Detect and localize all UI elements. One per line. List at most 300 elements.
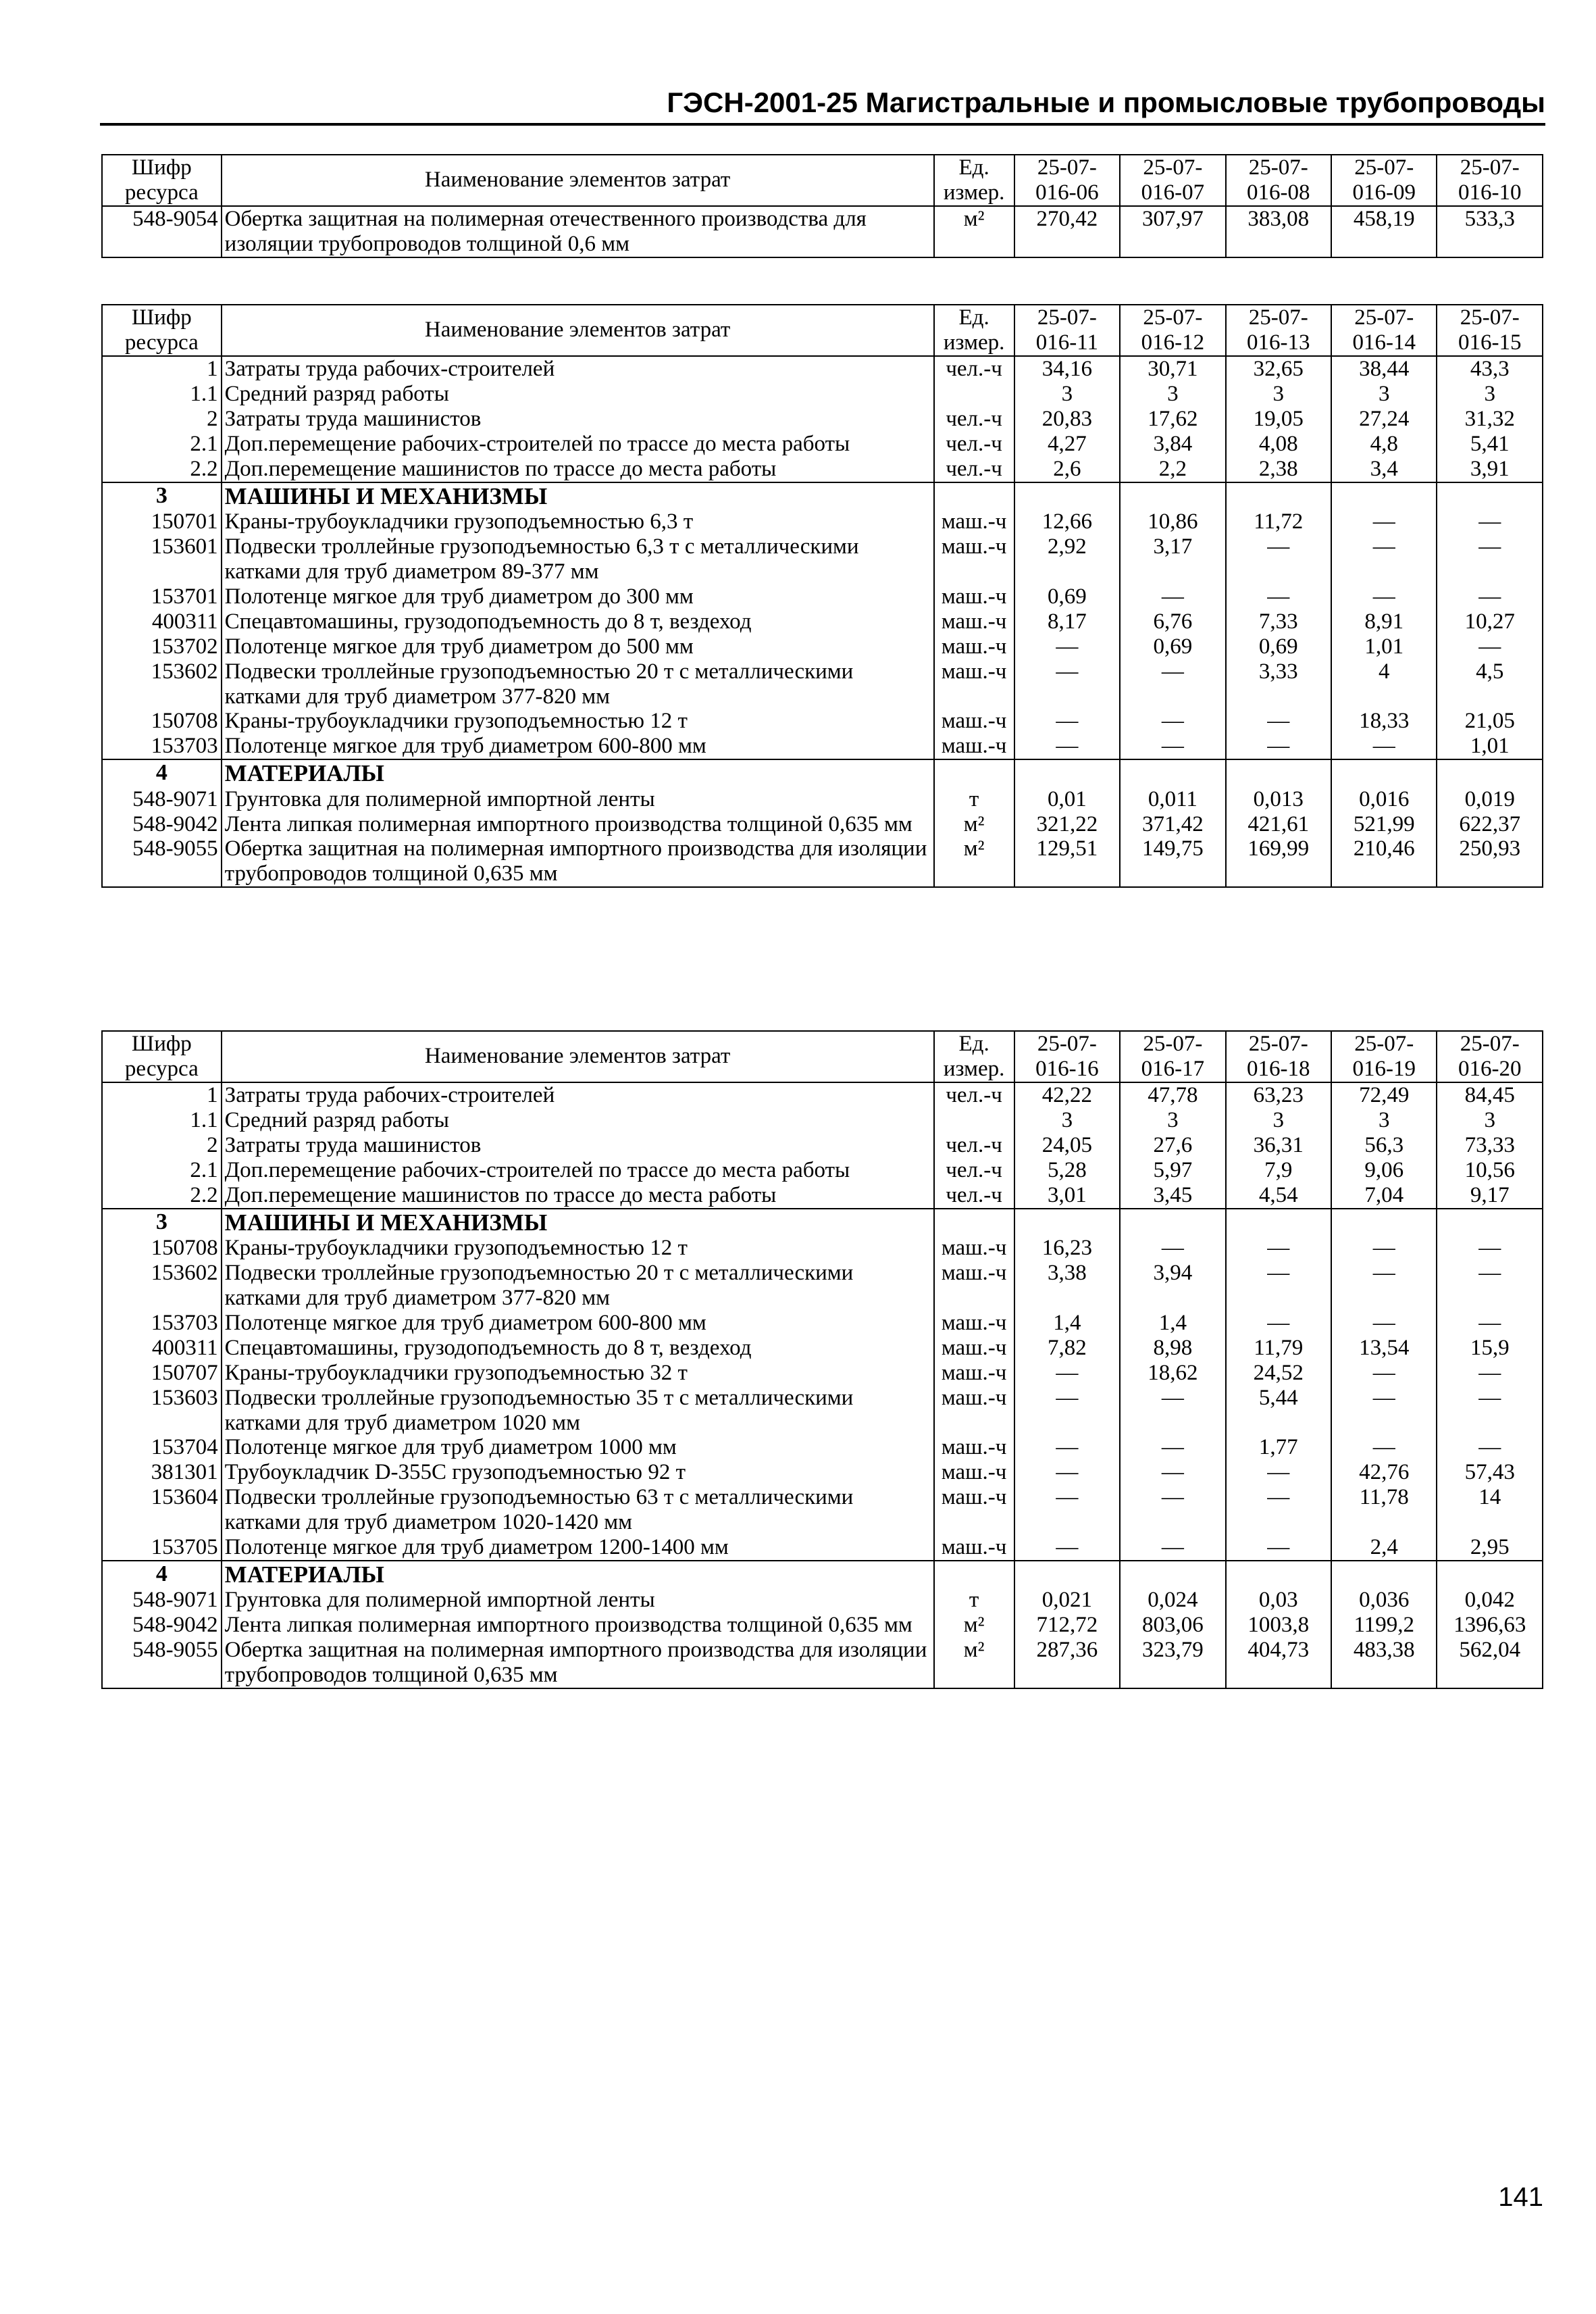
resource-name: Обертка защитная на полимерная импортного производства для изоляции трубопроводов толщиной 0,635 мм (222, 1638, 934, 1688)
value-cell: 7,9 (1226, 1158, 1331, 1183)
value-cell: — (1120, 584, 1225, 609)
value-cell: 250,93 (1437, 836, 1543, 887)
value-cell: — (1331, 1361, 1437, 1386)
value-cell: — (1331, 1236, 1437, 1261)
resource-code: 548-9042 (102, 1613, 222, 1638)
value-cell: 3 (1331, 1108, 1437, 1133)
table-row (102, 1311, 1543, 1336)
section-row (102, 759, 1543, 786)
unit-cell: маш.-ч (934, 1261, 1014, 1311)
resource-code: 150701 (102, 509, 222, 534)
value-cell: 21,05 (1437, 709, 1543, 734)
value-cell: 3 (1014, 1108, 1120, 1133)
value-cell: 8,91 (1331, 609, 1437, 634)
resource-code: 153701 (102, 584, 222, 609)
resource-name: Полотенце мягкое для труб диаметром 600-800 мм (222, 734, 934, 759)
value-cell: — (1014, 659, 1120, 709)
value-cell (1120, 759, 1225, 786)
resource-name: Затраты труда машинистов (222, 1133, 934, 1158)
value-cell: 3,94 (1120, 1261, 1225, 1311)
value-cell: 11,72 (1226, 509, 1331, 534)
value-cell: 712,72 (1014, 1613, 1120, 1638)
value-cell (1226, 759, 1331, 786)
value-cell (1437, 482, 1543, 509)
unit-cell: чел.-ч (934, 356, 1014, 382)
value-cell (1437, 1209, 1543, 1236)
resource-code: 548-9055 (102, 836, 222, 887)
value-cell: 10,56 (1437, 1158, 1543, 1183)
value-cell: 404,73 (1226, 1638, 1331, 1688)
header-name: Наименование элементов затрат (222, 1031, 934, 1082)
value-cell: 149,75 (1120, 836, 1225, 887)
value-cell: 4,27 (1014, 432, 1120, 457)
resource-name: Доп.перемещение рабочих-строителей по трассе до места работы (222, 432, 934, 457)
table-header-row (102, 305, 1543, 356)
unit-cell: маш.-ч (934, 1460, 1014, 1485)
resource-code: 1.1 (102, 1108, 222, 1133)
resource-name: Подвески троллейные грузоподъемностью 63 т с металлическими катками для труб диаметром 1020-1420 мм (222, 1485, 934, 1535)
value-cell: 287,36 (1014, 1638, 1120, 1688)
resource-code: 381301 (102, 1460, 222, 1485)
unit-cell: чел.-ч (934, 432, 1014, 457)
value-cell: 0,021 (1014, 1588, 1120, 1613)
value-cell: 3 (1437, 382, 1543, 407)
value-cell: 2,6 (1014, 457, 1120, 482)
resource-code: 548-9042 (102, 812, 222, 837)
table-row (102, 407, 1543, 432)
header-code: Шифр ресурса (102, 1031, 222, 1082)
value-cell: 32,65 (1226, 356, 1331, 382)
resource-name: Трубоукладчик D-355C грузоподъемностью 92 т (222, 1460, 934, 1485)
value-cell (1120, 482, 1225, 509)
table-row (102, 1386, 1543, 1436)
page-title: ГЭСН-2001-25 Магистральные и промысловые трубопроводы (667, 86, 1545, 118)
value-cell: 307,97 (1120, 206, 1225, 257)
value-cell: 3,4 (1331, 457, 1437, 482)
value-cell (1331, 1209, 1437, 1236)
value-cell: 483,38 (1331, 1638, 1437, 1688)
value-cell (1331, 759, 1437, 786)
header-name: Наименование элементов затрат (222, 155, 934, 206)
value-cell: 270,42 (1014, 206, 1120, 257)
value-cell: 1003,8 (1226, 1613, 1331, 1638)
value-cell: — (1226, 1535, 1331, 1561)
unit-cell (934, 482, 1014, 509)
unit-cell: маш.-ч (934, 1336, 1014, 1361)
resource-code: 2.1 (102, 1158, 222, 1183)
resource-table-1 (101, 154, 1543, 258)
value-cell: 622,37 (1437, 812, 1543, 837)
value-cell: 533,3 (1437, 206, 1543, 257)
value-cell: 3,84 (1120, 432, 1225, 457)
value-cell (1120, 1561, 1225, 1588)
value-cell: 5,28 (1014, 1158, 1120, 1183)
table-row (102, 1108, 1543, 1133)
resource-code: 150707 (102, 1361, 222, 1386)
unit-cell: маш.-ч (934, 609, 1014, 634)
table-row (102, 659, 1543, 709)
value-cell: 30,71 (1120, 356, 1225, 382)
value-cell: 56,3 (1331, 1133, 1437, 1158)
value-cell: — (1014, 709, 1120, 734)
value-cell: 2,95 (1437, 1535, 1543, 1561)
value-cell: 18,33 (1331, 709, 1437, 734)
value-cell: 10,27 (1437, 609, 1543, 634)
header-norm-code: 25-07-016-06 (1014, 155, 1120, 206)
value-cell: — (1331, 1386, 1437, 1436)
header-norm-code: 25-07-016-12 (1120, 305, 1225, 356)
table-row (102, 1158, 1543, 1183)
section-title: МАШИНЫ И МЕХАНИЗМЫ (222, 1209, 934, 1236)
value-cell: 84,45 (1437, 1082, 1543, 1108)
value-cell: 1,4 (1120, 1311, 1225, 1336)
unit-cell: маш.-ч (934, 734, 1014, 759)
value-cell (1226, 1561, 1331, 1588)
resource-name: Лента липкая полимерная импортного производства толщиной 0,635 мм (222, 812, 934, 837)
unit-cell (934, 1561, 1014, 1588)
section-row (102, 1209, 1543, 1236)
resource-code: 153704 (102, 1435, 222, 1460)
value-cell: — (1226, 734, 1331, 759)
value-cell: — (1226, 534, 1331, 584)
table-row (102, 709, 1543, 734)
value-cell: 210,46 (1331, 836, 1437, 887)
value-cell: 4,54 (1226, 1183, 1331, 1209)
value-cell: — (1014, 1485, 1120, 1535)
value-cell: 5,44 (1226, 1386, 1331, 1436)
value-cell: — (1437, 534, 1543, 584)
table-row (102, 1261, 1543, 1311)
resource-name: Подвески троллейные грузоподъемностью 35 т с металлическими катками для труб диаметром 1020 мм (222, 1386, 934, 1436)
value-cell: 27,6 (1120, 1133, 1225, 1158)
value-cell: — (1331, 509, 1437, 534)
value-cell: — (1120, 1236, 1225, 1261)
value-cell: — (1120, 1485, 1225, 1535)
value-cell: 562,04 (1437, 1638, 1543, 1688)
value-cell (1120, 1209, 1225, 1236)
resource-name: Обертка защитная на полимерная импортного производства для изоляции трубопроводов толщиной 0,635 мм (222, 836, 934, 887)
value-cell: 521,99 (1331, 812, 1437, 837)
unit-cell: маш.-ч (934, 659, 1014, 709)
value-cell: 72,49 (1331, 1082, 1437, 1108)
value-cell: 0,024 (1120, 1588, 1225, 1613)
resource-code: 4 (102, 759, 222, 786)
value-cell: — (1014, 1460, 1120, 1485)
value-cell: 31,32 (1437, 407, 1543, 432)
value-cell (1437, 759, 1543, 786)
value-cell: 20,83 (1014, 407, 1120, 432)
resource-name: Спецавтомашины, грузодоподъемность до 8 т, вездеход (222, 1336, 934, 1361)
header-name: Наименование элементов затрат (222, 305, 934, 356)
header-unit: Ед. измер. (934, 1031, 1014, 1082)
value-cell (1331, 482, 1437, 509)
value-cell: — (1331, 1311, 1437, 1336)
value-cell: — (1437, 634, 1543, 659)
value-cell: — (1014, 734, 1120, 759)
section-title: МАШИНЫ И МЕХАНИЗМЫ (222, 482, 934, 509)
header-norm-code: 25-07-016-11 (1014, 305, 1120, 356)
resource-code: 153702 (102, 634, 222, 659)
header-norm-code: 25-07-016-19 (1331, 1031, 1437, 1082)
resource-table-2 (101, 304, 1543, 888)
unit-cell (934, 1108, 1014, 1133)
table-row (102, 787, 1543, 812)
value-cell: 3 (1331, 382, 1437, 407)
unit-cell: м² (934, 836, 1014, 887)
value-cell: 0,69 (1014, 584, 1120, 609)
header-norm-code: 25-07-016-20 (1437, 1031, 1543, 1082)
value-cell: 1,77 (1226, 1435, 1331, 1460)
resource-code: 1 (102, 1082, 222, 1108)
section-title: МАТЕРИАЛЫ (222, 1561, 934, 1588)
unit-cell: м² (934, 812, 1014, 837)
resource-name: Грунтовка для полимерной импортной ленты (222, 787, 934, 812)
value-cell: — (1014, 1435, 1120, 1460)
value-cell: 4 (1331, 659, 1437, 709)
value-cell: 3,17 (1120, 534, 1225, 584)
resource-name: Обертка защитная на полимерная отечественного производства для изоляции трубопроводов толщиной 0,6 мм (222, 206, 934, 257)
header-norm-code: 25-07-016-17 (1120, 1031, 1225, 1082)
value-cell: 9,17 (1437, 1183, 1543, 1209)
value-cell: 803,06 (1120, 1613, 1225, 1638)
value-cell: 0,013 (1226, 787, 1331, 812)
resource-code: 150708 (102, 1236, 222, 1261)
value-cell: — (1437, 509, 1543, 534)
value-cell: 323,79 (1120, 1638, 1225, 1688)
resource-code: 548-9054 (102, 206, 222, 257)
unit-cell: м² (934, 1613, 1014, 1638)
resource-code: 2.1 (102, 432, 222, 457)
value-cell: 5,41 (1437, 432, 1543, 457)
value-cell: 17,62 (1120, 407, 1225, 432)
value-cell: 371,42 (1120, 812, 1225, 837)
resource-code: 153705 (102, 1535, 222, 1561)
value-cell: 1,4 (1014, 1311, 1120, 1336)
unit-cell: чел.-ч (934, 1082, 1014, 1108)
unit-cell: маш.-ч (934, 584, 1014, 609)
value-cell: 12,66 (1014, 509, 1120, 534)
table-row (102, 1336, 1543, 1361)
resource-name: Затраты труда машинистов (222, 407, 934, 432)
resource-name: Подвески троллейные грузоподъемностью 6,3 т с металлическими катками для труб диаметром 89-377 мм (222, 534, 934, 584)
value-cell: — (1120, 1535, 1225, 1561)
table-row (102, 1361, 1543, 1386)
table-row (102, 1588, 1543, 1613)
value-cell (1226, 482, 1331, 509)
unit-cell: маш.-ч (934, 1361, 1014, 1386)
header-unit: Ед. измер. (934, 155, 1014, 206)
header-unit: Ед. измер. (934, 305, 1014, 356)
table-row (102, 356, 1543, 382)
value-cell: 19,05 (1226, 407, 1331, 432)
value-cell: 0,011 (1120, 787, 1225, 812)
resource-code: 150708 (102, 709, 222, 734)
value-cell: — (1226, 1236, 1331, 1261)
value-cell: 9,06 (1331, 1158, 1437, 1183)
resource-name: Краны-трубоукладчики грузоподъемностью 12 т (222, 1236, 934, 1261)
table-row (102, 1485, 1543, 1535)
value-cell: 2,38 (1226, 457, 1331, 482)
value-cell: 0,69 (1226, 634, 1331, 659)
value-cell: 36,31 (1226, 1133, 1331, 1158)
resource-code: 548-9071 (102, 787, 222, 812)
resource-name: Спецавтомашины, грузодоподъемность до 8 т, вездеход (222, 609, 934, 634)
value-cell: 3 (1226, 1108, 1331, 1133)
value-cell: 5,97 (1120, 1158, 1225, 1183)
value-cell: — (1014, 1361, 1120, 1386)
value-cell (1014, 482, 1120, 509)
value-cell: — (1437, 1386, 1543, 1436)
value-cell: 42,22 (1014, 1082, 1120, 1108)
table-row (102, 1435, 1543, 1460)
header-norm-code: 25-07-016-16 (1014, 1031, 1120, 1082)
table-row (102, 609, 1543, 634)
value-cell: — (1120, 659, 1225, 709)
resource-name: Грунтовка для полимерной импортной ленты (222, 1588, 934, 1613)
value-cell (1014, 759, 1120, 786)
value-cell: 3,45 (1120, 1183, 1225, 1209)
table-row (102, 1613, 1543, 1638)
table-row (102, 509, 1543, 534)
unit-cell: маш.-ч (934, 1535, 1014, 1561)
value-cell: 2,92 (1014, 534, 1120, 584)
unit-cell (934, 759, 1014, 786)
value-cell (1437, 1561, 1543, 1588)
value-cell: 3,38 (1014, 1261, 1120, 1311)
value-cell: 7,82 (1014, 1336, 1120, 1361)
table-row (102, 1133, 1543, 1158)
table-row (102, 836, 1543, 887)
value-cell: 1,01 (1331, 634, 1437, 659)
value-cell: 3 (1014, 382, 1120, 407)
table-row (102, 584, 1543, 609)
value-cell: 42,76 (1331, 1460, 1437, 1485)
value-cell: 57,43 (1437, 1460, 1543, 1485)
value-cell: 3,01 (1014, 1183, 1120, 1209)
value-cell: 34,16 (1014, 356, 1120, 382)
value-cell: 8,17 (1014, 609, 1120, 634)
resource-name: Полотенце мягкое для труб диаметром 1000 мм (222, 1435, 934, 1460)
unit-cell: чел.-ч (934, 1133, 1014, 1158)
header-code: Шифр ресурса (102, 155, 222, 206)
header-norm-code: 25-07-016-18 (1226, 1031, 1331, 1082)
resource-name: Полотенце мягкое для труб диаметром до 500 мм (222, 634, 934, 659)
resource-name: Полотенце мягкое для труб диаметром 1200-1400 мм (222, 1535, 934, 1561)
value-cell: 4,8 (1331, 432, 1437, 457)
unit-cell: чел.-ч (934, 1183, 1014, 1209)
header-norm-code: 25-07-016-13 (1226, 305, 1331, 356)
value-cell: 6,76 (1120, 609, 1225, 634)
value-cell: — (1331, 734, 1437, 759)
value-cell: — (1437, 1261, 1543, 1311)
value-cell: 421,61 (1226, 812, 1331, 837)
value-cell: 47,78 (1120, 1082, 1225, 1108)
value-cell: 3,33 (1226, 659, 1331, 709)
value-cell: 3 (1120, 1108, 1225, 1133)
table-row (102, 534, 1543, 584)
value-cell: — (1014, 1535, 1120, 1561)
resource-code: 3 (102, 1209, 222, 1236)
value-cell: 18,62 (1120, 1361, 1225, 1386)
unit-cell: маш.-ч (934, 1236, 1014, 1261)
resource-name: Полотенце мягкое для труб диаметром до 300 мм (222, 584, 934, 609)
value-cell: — (1226, 1460, 1331, 1485)
unit-cell: маш.-ч (934, 1435, 1014, 1460)
value-cell: 1199,2 (1331, 1613, 1437, 1638)
header-norm-code: 25-07-016-15 (1437, 305, 1543, 356)
unit-cell: маш.-ч (934, 1311, 1014, 1336)
section-row (102, 1561, 1543, 1588)
value-cell: — (1120, 1460, 1225, 1485)
value-cell: 321,22 (1014, 812, 1120, 837)
value-cell: 3 (1120, 382, 1225, 407)
resource-code: 153601 (102, 534, 222, 584)
header-code: Шифр ресурса (102, 305, 222, 356)
value-cell (1014, 1561, 1120, 1588)
unit-cell: чел.-ч (934, 407, 1014, 432)
value-cell: — (1331, 1261, 1437, 1311)
value-cell: 3 (1437, 1108, 1543, 1133)
value-cell: — (1437, 1311, 1543, 1336)
value-cell: 0,016 (1331, 787, 1437, 812)
value-cell: 11,78 (1331, 1485, 1437, 1535)
value-cell: 2,4 (1331, 1535, 1437, 1561)
resource-code: 153703 (102, 734, 222, 759)
resource-name: Затраты труда рабочих-строителей (222, 1082, 934, 1108)
value-cell: 73,33 (1437, 1133, 1543, 1158)
page-number: 141 (1498, 2182, 1543, 2212)
value-cell: 16,23 (1014, 1236, 1120, 1261)
page-header (100, 80, 1545, 126)
value-cell: 129,51 (1014, 836, 1120, 887)
value-cell: 0,69 (1120, 634, 1225, 659)
value-cell: 1,01 (1437, 734, 1543, 759)
header-norm-code: 25-07-016-14 (1331, 305, 1437, 356)
resource-code: 1 (102, 356, 222, 382)
value-cell: — (1226, 584, 1331, 609)
table-row (102, 1535, 1543, 1561)
value-cell: — (1226, 1485, 1331, 1535)
value-cell: 1396,63 (1437, 1613, 1543, 1638)
table-row (102, 1638, 1543, 1688)
unit-cell: чел.-ч (934, 457, 1014, 482)
value-cell: 3,91 (1437, 457, 1543, 482)
resource-name: Лента липкая полимерная импортного производства толщиной 0,635 мм (222, 1613, 934, 1638)
section-row (102, 482, 1543, 509)
value-cell: — (1120, 1386, 1225, 1436)
resource-code: 153602 (102, 1261, 222, 1311)
value-cell: 24,52 (1226, 1361, 1331, 1386)
resource-name: Краны-трубоукладчики грузоподъемностью 12 т (222, 709, 934, 734)
resource-name: Доп.перемещение машинистов по трассе до места работы (222, 1183, 934, 1209)
value-cell: 11,79 (1226, 1336, 1331, 1361)
value-cell: 38,44 (1331, 356, 1437, 382)
value-cell: — (1437, 1361, 1543, 1386)
resource-name: Доп.перемещение машинистов по трассе до места работы (222, 457, 934, 482)
table-row (102, 812, 1543, 837)
resource-code: 548-9055 (102, 1638, 222, 1688)
table-row (102, 1236, 1543, 1261)
resource-name: Краны-трубоукладчики грузоподъемностью 32 т (222, 1361, 934, 1386)
value-cell: 8,98 (1120, 1336, 1225, 1361)
resource-code: 153603 (102, 1386, 222, 1436)
value-cell: 169,99 (1226, 836, 1331, 887)
value-cell: 13,54 (1331, 1336, 1437, 1361)
resource-code: 2 (102, 1133, 222, 1158)
value-cell: 0,019 (1437, 787, 1543, 812)
value-cell: — (1331, 584, 1437, 609)
resource-table-3 (101, 1030, 1543, 1689)
